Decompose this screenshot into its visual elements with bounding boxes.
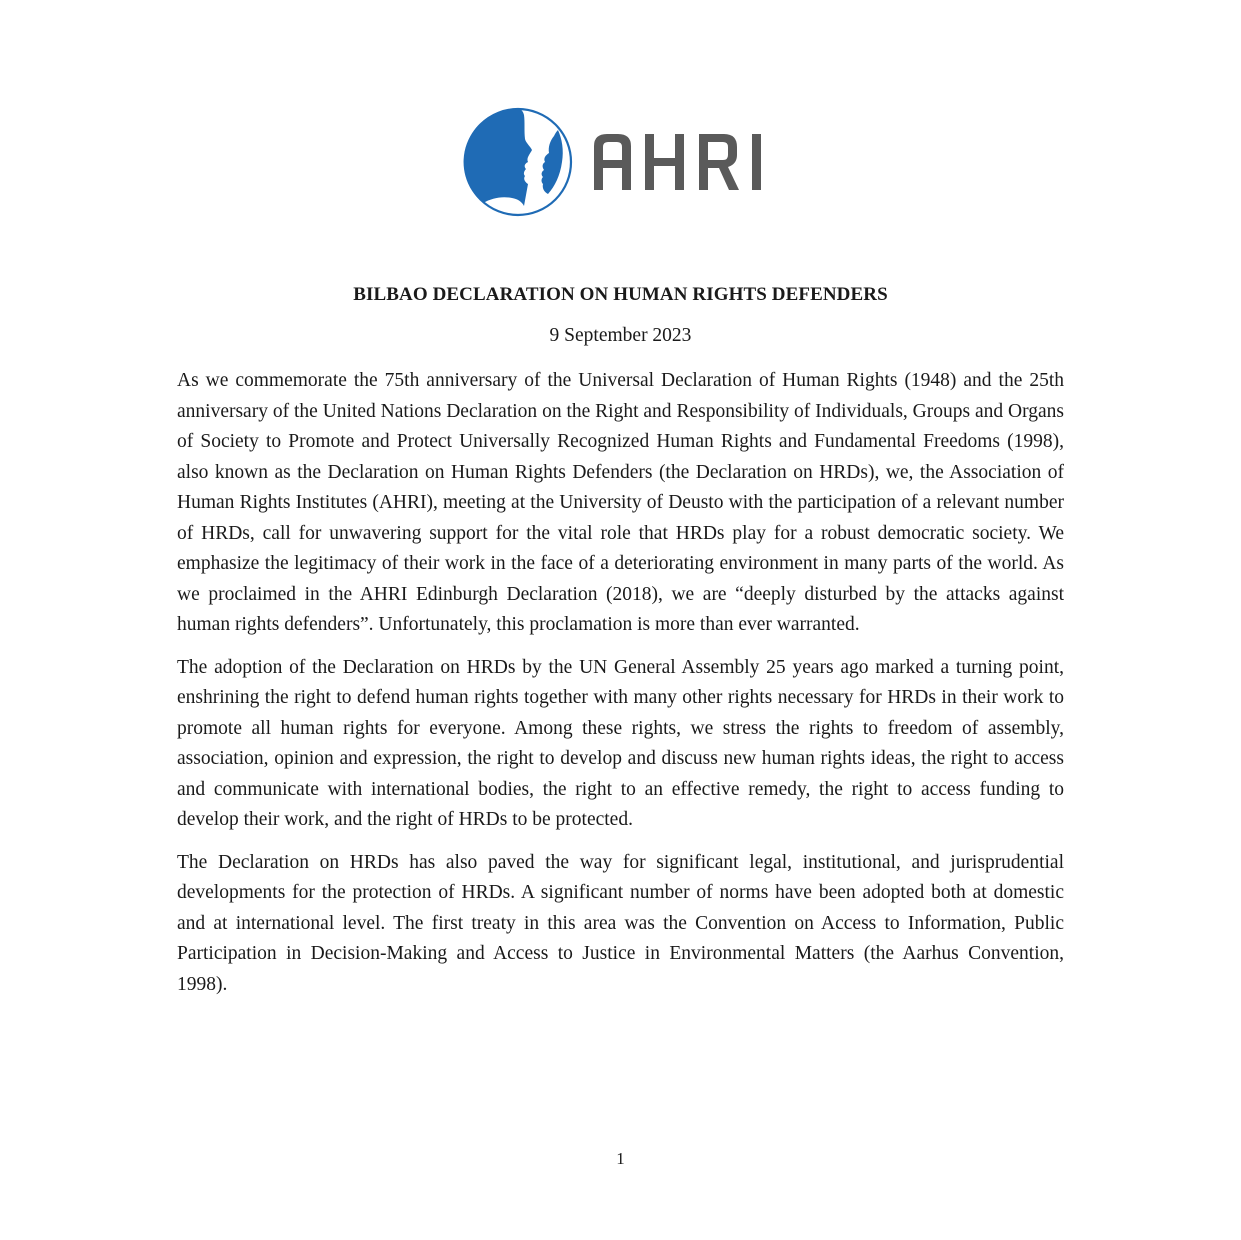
page-number: 1	[616, 1149, 625, 1168]
paragraph: The adoption of the Declaration on HRDs by the UN General Assembly 25 years ago marked a turning point, enshrining the right to defend human rights together with many other rights necessary for HRDs in their work to promote all human rights for everyone. Among these rights, we stress the rights to freedom of assembly, association, opinion and expression, the right to develop and discuss new human rights ideas, the right to access and communicate with international bodies, the right to an effective remedy, the right to access funding to develop their work, and the right of HRDs to be protected.	[177, 656, 1064, 830]
document-body	[177, 366, 1064, 1012]
paragraph: The Declaration on HRDs has also paved the way for significant legal, institutional, and jurisprudential developments for the protection of HRDs. A significant number of norms have been adopted both at domestic and at international level. The first treaty in this area was the Convention on Access to Information, Public Participation in Decision-Making and Access to Justice in Environmental Matters (the Aarhus Convention, 1998).	[177, 851, 1064, 995]
ahri-logo	[462, 106, 782, 218]
document-title: BILBAO DECLARATION ON HUMAN RIGHTS DEFENDERS	[353, 284, 888, 305]
document-date: 9 September 2023	[549, 325, 692, 346]
paragraph: As we commemorate the 75th anniversary of the Universal Declaration of Human Rights (1948) and the 25th anniversary of the United Nations Declaration on the Right and Responsibility of Individuals, Groups and Organs of Society to Promote and Protect Universally Recognized Human Rights and Fundamental Freedoms (1998), also known as the Declaration on Human Rights Defenders (the Declaration on HRDs), we, the Association of Human Rights Institutes (AHRI), meeting at the University of Deusto with the participation of a relevant number of HRDs, call for unwavering support for the vital role that HRDs play for a robust democratic society. We emphasize the legitimacy of their work in the face of a deteriorating environment in many parts of the world. As we proclaimed in the AHRI Edinburgh Declaration (2018), we are “deeply disturbed by the attacks against human rights defenders”. Unfortunately, this proclamation is more than ever warranted.	[177, 370, 1064, 635]
